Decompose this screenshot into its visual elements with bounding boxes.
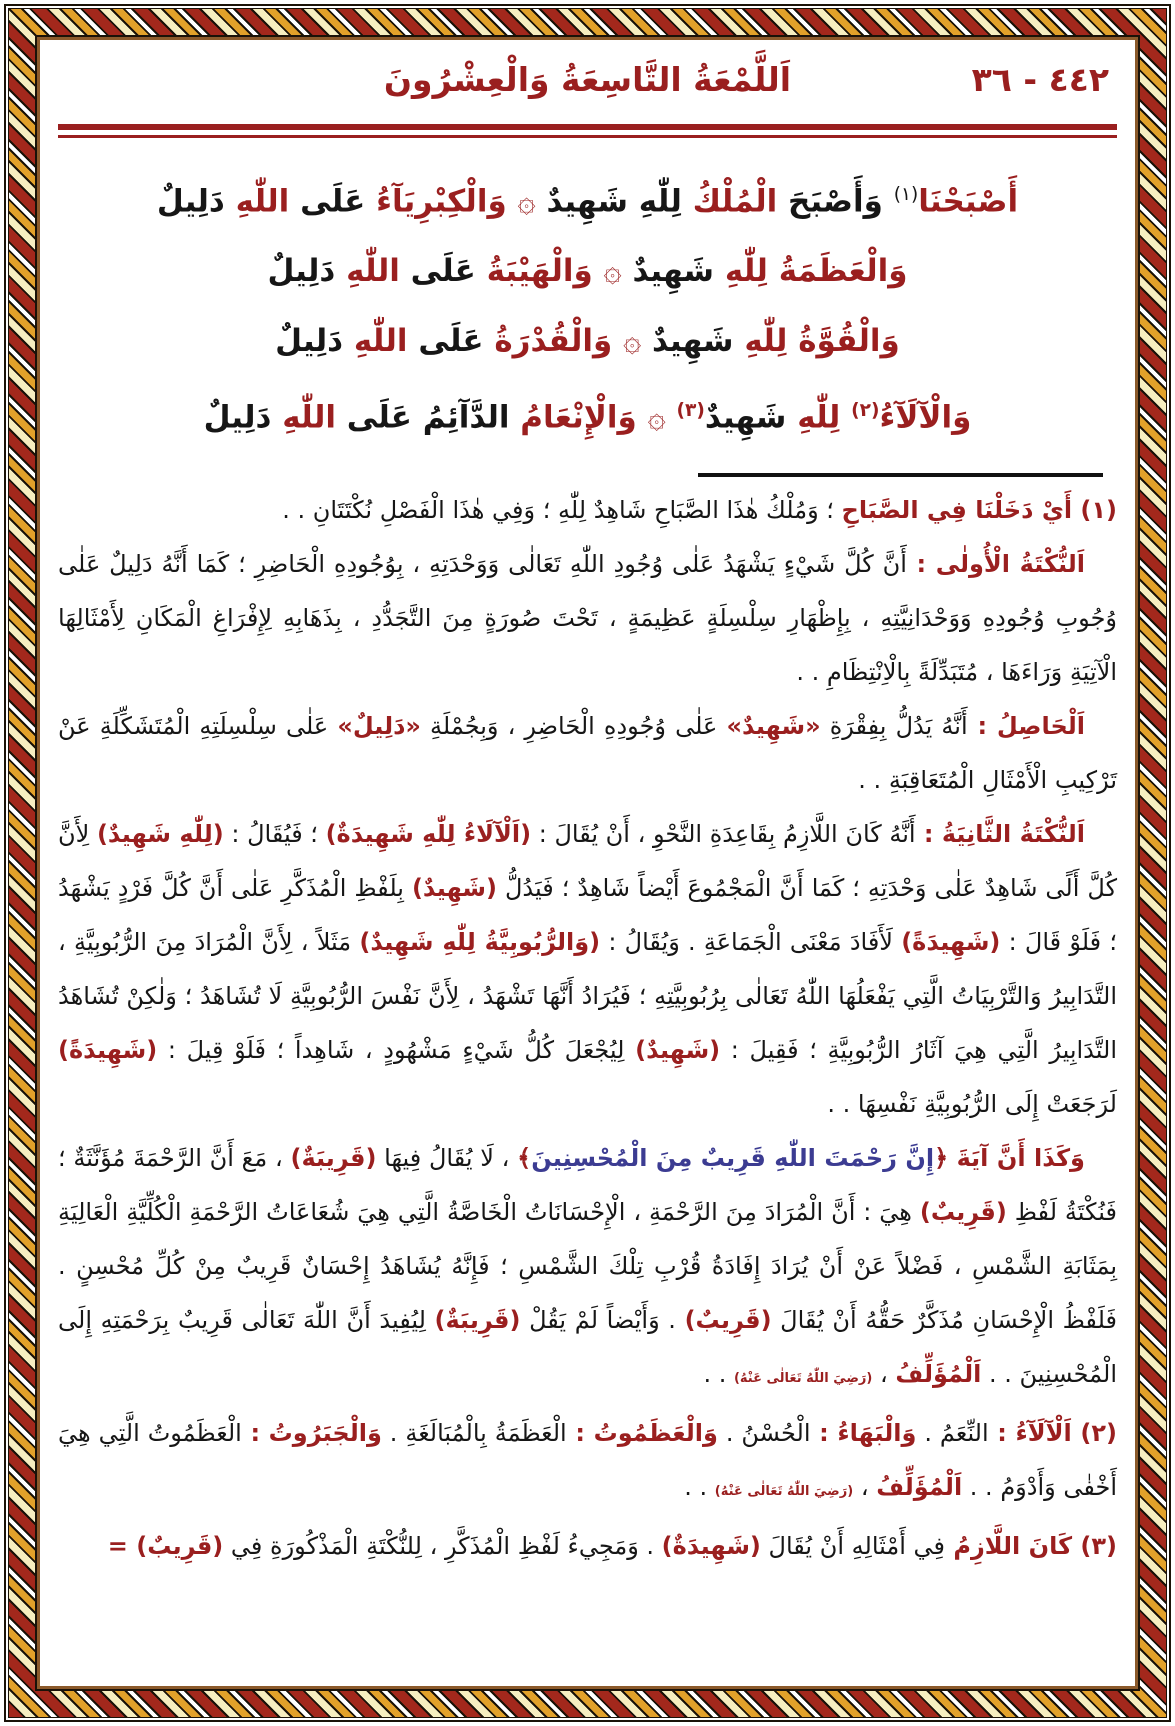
text-segment: أَصْبَحْنَا	[918, 183, 1019, 220]
text-segment: (قَرِيبٌ)	[136, 1531, 224, 1560]
text-segment: لَرَجَعَتْ إِلَى الرُّبُوبِيَّةِ نَفْسِهَا . .	[827, 1089, 1117, 1118]
text-segment: (اَلْآلَاءُ لِلّٰهِ شَهِيدَةٌ)	[325, 819, 532, 848]
text-segment: وَالْآلَآءُ	[879, 399, 972, 436]
text-segment: ، مَعَ أَنَّ الرَّحْمَةَ مُؤَنَّثَةٌ ؛ فَنُكْتَةُ لَفْظِ	[58, 1143, 1117, 1226]
text-segment: لِيُفِيدَ أَنَّ اللّٰهَ تَعَالٰى قَرِيبٌ بِرَحْمَتِهِ إِلَى الْمُحْسِنِينَ . .	[58, 1305, 1117, 1388]
text-segment: اَلنُّكْتَةُ الثَّانِيَةُ :	[915, 819, 1085, 848]
text-segment: «شَهِيدٌ»	[726, 711, 821, 740]
footnote-2	[58, 1406, 1117, 1519]
text-segment: (قَرِيبَةٌ)	[434, 1305, 521, 1334]
text-segment: (لِلّٰهِ شَهِيدٌ)	[96, 819, 224, 848]
text-segment: وَالْهَيْبَةُ	[475, 253, 604, 290]
text-segment: فِي أَمْثَالِهِ أَنْ يُقَالَ	[760, 1531, 946, 1560]
poem-line-1	[58, 160, 1117, 236]
text-segment: (وَالرُّبُوبِيَّةُ لِلّٰهِ شَهِيدٌ)	[359, 927, 601, 956]
poem-line-4	[58, 376, 1117, 452]
text-segment: . .	[684, 1472, 715, 1501]
text-segment: إِنَّ رَحْمَتَ اللّٰهِ قَرِيبٌ مِنَ الْمُحْسِنِينَ	[531, 1143, 935, 1172]
text-segment: (رَضِيَ اللّٰهُ تَعَالٰى عَنْهُ)	[714, 1483, 854, 1499]
text-segment: ؛ وَمُلْكُ هٰذَا الصَّبَاحِ شَاهِدٌ لِلّٰهِ ؛ وَفِي هٰذَا الْفَصْلِ نُكْتَتَانِ . .	[282, 495, 842, 524]
text-segment: دَلِيلٌ	[275, 323, 344, 360]
text-segment: الْعَظَمَةُ بِالْمُبَالَغَةِ .	[381, 1418, 567, 1447]
text-segment: أَنَّ كُلَّ شَيْءٍ يَشْهَدُ عَلٰى وُجُودِ اللّٰهِ تَعَالٰى وَوَحْدَتِهِ ، بِوُجُودِهِ الْحَاضِرِ ؛ كَمَا أَنَّهُ دَلِيلٌ عَلٰى وُجُوبِ وُجُودِهِ وَوَحْدَانِيَّتِهِ ، بِإِظْهَارِ سِلْسِلَةٍ عَظِيمَةٍ ، تَحْتَ صُورَةٍ مِنَ التَّجَدُّدِ ، بِذَهَابِهِ لِإِفْرَاغِ الْمَكَانِ لِأَمْثَالِهَا الْآتِيَةِ وَرَاءَهَا ، مُتَبَدِّلَةً بِالْاِنْتِظَامِ . .	[58, 549, 1117, 686]
text-segment: دَلِيلٌ	[156, 183, 225, 220]
poem-line-2	[58, 236, 1117, 306]
footnote-1-intro	[58, 483, 1117, 537]
text-segment: لِيُجْعَلَ كُلُّ شَيْءٍ مَشْهُودٍ ، شَاهِداً ؛ فَلَوْ قِيلَ :	[157, 1035, 636, 1064]
text-segment: . وَأَيْضاً لَمْ يَقُلْ	[520, 1305, 685, 1334]
text-segment: ﴾	[517, 1143, 532, 1172]
text-segment: وَالْعَظَمُوتُ :	[566, 1418, 718, 1447]
text-segment: ۞	[623, 323, 642, 360]
text-segment: ،	[872, 1359, 896, 1388]
text-segment: الْعَظَمُوتُ الَّتِي هِيَ أَخْفٰى وَأَدْوَمُ . .	[58, 1418, 1117, 1501]
text-segment: وَكَذَا أَنَّ آيَةَ	[948, 1143, 1085, 1172]
text-segment: شَهِيدٌ	[621, 253, 715, 290]
text-segment: اللّٰهِ	[335, 253, 400, 290]
text-segment: (١)	[893, 184, 919, 205]
page-content	[58, 48, 1117, 1682]
text-segment: الْحُسْنُ .	[717, 1418, 811, 1447]
text-segment: اَلْمُؤَلِّفُ	[895, 1359, 982, 1388]
text-segment: بِلَفْظِ الْمُذَكَّرِ عَلٰى أَنَّ كُلَّ فَرْدٍ يَشْهَدُ ؛ فَلَوْ قَالَ :	[58, 873, 1117, 956]
text-segment: عَلٰى سِلْسِلَتِهِ الْمُتَشَكِّلَةِ عَنْ تَرْكِيبِ الْأَمْثَالِ الْمُتَعَاقِبَةِ . .	[58, 711, 1117, 794]
text-segment: وَالْقُوَّةُ لِلّٰهِ	[733, 323, 900, 360]
header-double-rule	[58, 124, 1117, 138]
text-segment: ۞	[517, 183, 536, 220]
text-segment: لِلّٰهِ شَهِيدٌ	[535, 183, 693, 220]
footnote-1-conclusion	[58, 699, 1117, 807]
text-segment: لِلّٰهِ	[786, 399, 852, 436]
text-segment: شَهِيدٌ	[641, 323, 734, 360]
text-segment: (شَهِيدَةً)	[58, 1035, 158, 1064]
footnote-separator-rule	[698, 473, 1103, 477]
text-segment: ۞	[603, 253, 622, 290]
footnotes-block	[58, 483, 1117, 1573]
text-segment: ،	[853, 1472, 877, 1501]
text-segment: عَلَى	[399, 253, 476, 290]
poem-line-3	[58, 306, 1117, 376]
page-number: ٤٤٢ - ٣٦	[971, 60, 1109, 99]
text-segment: ۞	[647, 399, 666, 436]
text-segment: ؛ فَيُقَالُ :	[223, 819, 326, 848]
text-segment: اَلنُّكْتَةُ الْأُولٰى :	[906, 549, 1085, 578]
text-segment: أَنَّهُ كَانَ اللَّازِمُ بِقَاعِدَةِ النَّحْوِ ، أَنْ يُقَالَ :	[531, 819, 916, 848]
text-segment: النِّعَمُ .	[916, 1418, 989, 1447]
text-segment: لَأَفَادَ مَعْنَى الْجَمَاعَةِ . وَيُقَالُ :	[600, 927, 902, 956]
text-segment: اللّٰهِ	[271, 399, 336, 436]
text-segment: وَأَصْبَحَ	[777, 183, 894, 220]
text-segment: «دَلِيلٌ»	[337, 711, 421, 740]
text-segment: (شَهِيدٌ)	[635, 1035, 721, 1064]
page-header	[58, 48, 1117, 114]
text-segment: الْمُلْكُ	[692, 183, 778, 220]
text-segment: ﴿	[934, 1143, 949, 1172]
text-segment: (قَرِيبٌ)	[684, 1305, 772, 1334]
text-segment: . وَمَجِيءُ لَفْظِ الْمُذَكَّرِ ، لِلنُّكْتَةِ الْمَذْكُورَةِ فِي	[223, 1531, 662, 1560]
text-segment: (٣) كَانَ اللَّازِمُ	[945, 1531, 1117, 1560]
text-segment: عَلَى	[407, 323, 484, 360]
text-segment: أَنَّهُ يَدُلُّ بِفِقْرَةِ	[820, 711, 968, 740]
text-segment: مَثَلاً ، لِأَنَّ الْمُرَادَ مِنَ الرُّبُوبِيَّةِ ، التَّدَابِيرُ وَالتَّرْبِيَاتُ الَّتِي يَفْعَلُهَا اللّٰهُ تَعَالٰى بِرُبُوبِيَّتِهِ ؛ فَيُرَادُ أَنَّهَا تَشْهَدُ ، لِأَنَّ نَفْسَ الرُّبُوبِيَّةِ لَا تُشَاهَدُ ؛ وَلٰكِنْ تُشَاهَدُ التَّدَابِيرُ الَّتِي هِيَ آثَارُ الرُّبُوبِيَّةِ ؛ فَقِيلَ :	[58, 927, 1117, 1064]
text-segment: ، لَا يُقَالُ فِيهَا	[376, 1143, 518, 1172]
text-segment: اللّٰهِ	[343, 323, 408, 360]
text-segment: هِيَ : أَنَّ الْمُرَادَ مِنَ الرَّحْمَةِ ، الْإِحْسَانَاتُ الْخَاصَّةُ الَّتِي هِيَ شُعَاعَاتُ الرَّحْمَةِ الْكُلِّيَّةِ الْعَالِيَةِ بِمَثَابَةِ الشَّمْسِ ، فَضْلاً عَنْ أَنْ يُرَادَ إِفَادَةُ قُرْبِ تِلْكَ الشَّمْسِ ؛ فَإِنَّهُ يُشَاهَدُ إِحْسَانٌ قَرِيبٌ مِنْ كُلِّ مُحْسِنٍ . فَلَفْظُ الْإِحْسَانِ مُذَكَّرٌ حَقُّهُ أَنْ يُقَالَ	[58, 1197, 1117, 1334]
text-segment: وَالْإِنْعَامُ	[509, 399, 648, 436]
text-segment: (شَهِيدَةٌ)	[661, 1531, 761, 1560]
text-segment: (شَهِيدَةً)	[901, 927, 1001, 956]
text-segment: وَالْقُدْرَةُ	[483, 323, 624, 360]
page-title: اَللَّمْعَةُ التَّاسِعَةُ وَالْعِشْرُونَ	[383, 60, 792, 99]
text-segment: (٣)	[676, 400, 705, 422]
text-segment: الدَّآئِمُ عَلَى	[335, 399, 510, 436]
text-segment: وَالْكِبْرِيَآءُ	[365, 183, 518, 220]
text-segment: اللّٰهِ	[224, 183, 290, 220]
text-segment: (شَهِيدٌ)	[411, 873, 497, 902]
text-segment: =	[107, 1531, 137, 1560]
text-segment: دَلِيلٌ	[267, 253, 336, 290]
text-segment: (قَرِيبَةٌ)	[290, 1143, 377, 1172]
text-segment: . .	[703, 1359, 734, 1388]
text-segment: وَالْعَظَمَةُ لِلّٰهِ	[714, 253, 908, 290]
text-segment: اَلْحَاصِلُ :	[967, 711, 1086, 740]
text-segment: (رَضِيَ اللّٰهُ تَعَالٰى عَنْهُ)	[733, 1370, 873, 1386]
text-segment: وَالْجَبَرُوتُ :	[241, 1418, 382, 1447]
footnote-1-first-point	[58, 537, 1117, 699]
poem-block	[58, 160, 1117, 453]
text-segment: عَلَى	[289, 183, 366, 220]
footnote-3	[58, 1519, 1117, 1573]
text-segment: اَلْمُؤَلِّفُ	[876, 1472, 963, 1501]
text-segment	[666, 400, 677, 436]
text-segment: عَلٰى وُجُودِهِ الْحَاضِرِ ، وَبِجُمْلَةِ	[420, 711, 727, 740]
text-segment: (٢)	[851, 400, 880, 422]
footnote-1-verse-note	[58, 1131, 1117, 1406]
text-segment: لِأَنَّ كُلَّ أَلًى شَاهِدٌ عَلٰى وَحْدَتِهِ ؛ كَمَا أَنَّ الْمَجْمُوعَ أَيْضاً شَاهِدٌ ؛ فَيَدُلُّ	[58, 819, 1117, 902]
text-segment: دَلِيلٌ	[203, 399, 272, 436]
text-segment: (٢) اَلْآلَآءُ :	[988, 1418, 1117, 1447]
text-segment: (١) أَيْ دَخَلْنَا فِي الصَّبَاحِ	[841, 495, 1117, 524]
footnote-1-second-point	[58, 807, 1117, 1131]
text-segment: شَهِيدٌ	[704, 399, 787, 436]
text-segment: وَالْبَهَاءُ :	[810, 1418, 917, 1447]
text-segment: (قَرِيبٌ)	[919, 1197, 1007, 1226]
